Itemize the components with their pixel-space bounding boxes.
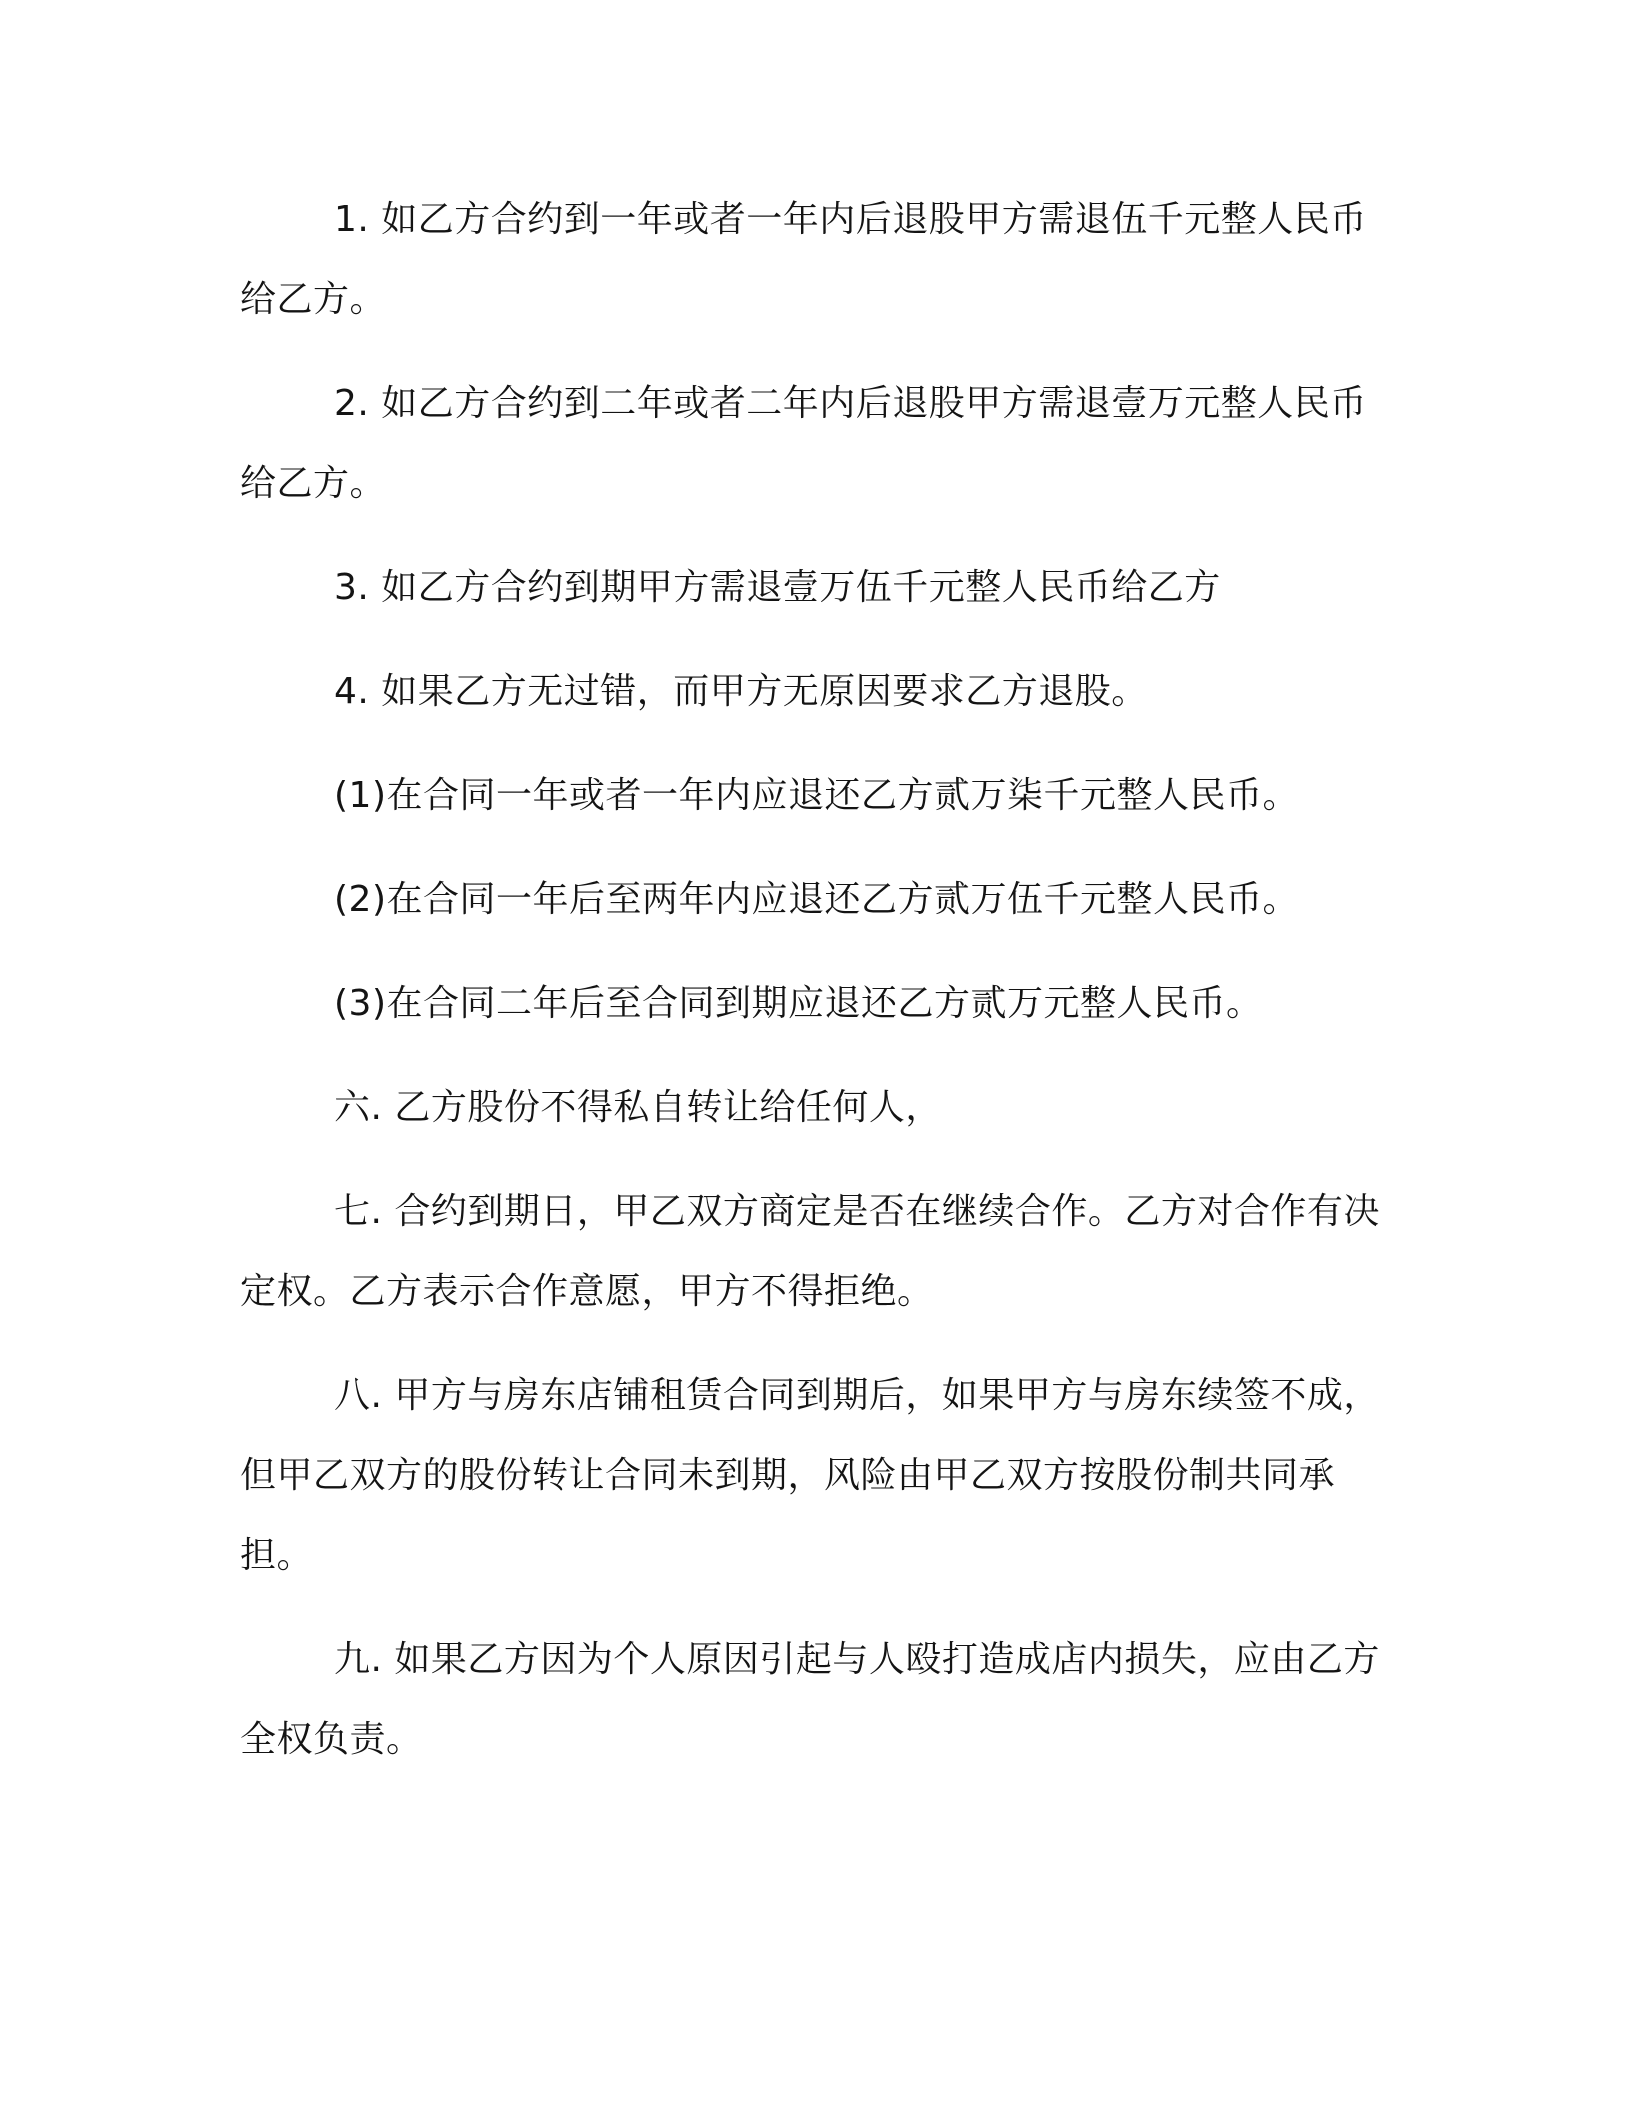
document-body <box>240 180 1385 1780</box>
clause-1-refund-one-year: 1. 如乙方合约到一年或者一年内后退股甲方需退伍千元整人民币给乙方。 <box>240 199 1367 320</box>
subclause-2-second-year: (2)在合同一年后至两年内应退还乙方贰万伍千元整人民币。 <box>334 879 1299 920</box>
clause-4-no-fault-withdrawal: 4. 如果乙方无过错，而甲方无原因要求乙方退股。 <box>334 671 1148 712</box>
article-8-lease-risk: 八. 甲方与房东店铺租赁合同到期后，如果甲方与房东续签不成，但甲乙双方的股份转让合同未到期，风险由甲乙双方按股份制共同承担。 <box>240 1375 1380 1576</box>
article-6-no-transfer: 六. 乙方股份不得私自转让给任何人， <box>334 1087 942 1128</box>
subclause-3-until-expiry: (3)在合同二年后至合同到期应退还乙方贰万元整人民币。 <box>334 983 1263 1024</box>
article-9-liability: 九. 如果乙方因为个人原因引起与人殴打造成店内损失，应由乙方全权负责。 <box>240 1639 1380 1760</box>
subclause-1-first-year: (1)在合同一年或者一年内应退还乙方贰万柒千元整人民币。 <box>334 775 1299 816</box>
article-7-renewal: 七. 合约到期日，甲乙双方商定是否在继续合作。乙方对合作有决定权。乙方表示合作意愿，甲方不得拒绝。 <box>240 1191 1380 1312</box>
clause-2-refund-two-years: 2. 如乙方合约到二年或者二年内后退股甲方需退壹万元整人民币给乙方。 <box>240 383 1367 504</box>
clause-3-refund-expiry: 3. 如乙方合约到期甲方需退壹万伍千元整人民币给乙方 <box>334 567 1221 608</box>
